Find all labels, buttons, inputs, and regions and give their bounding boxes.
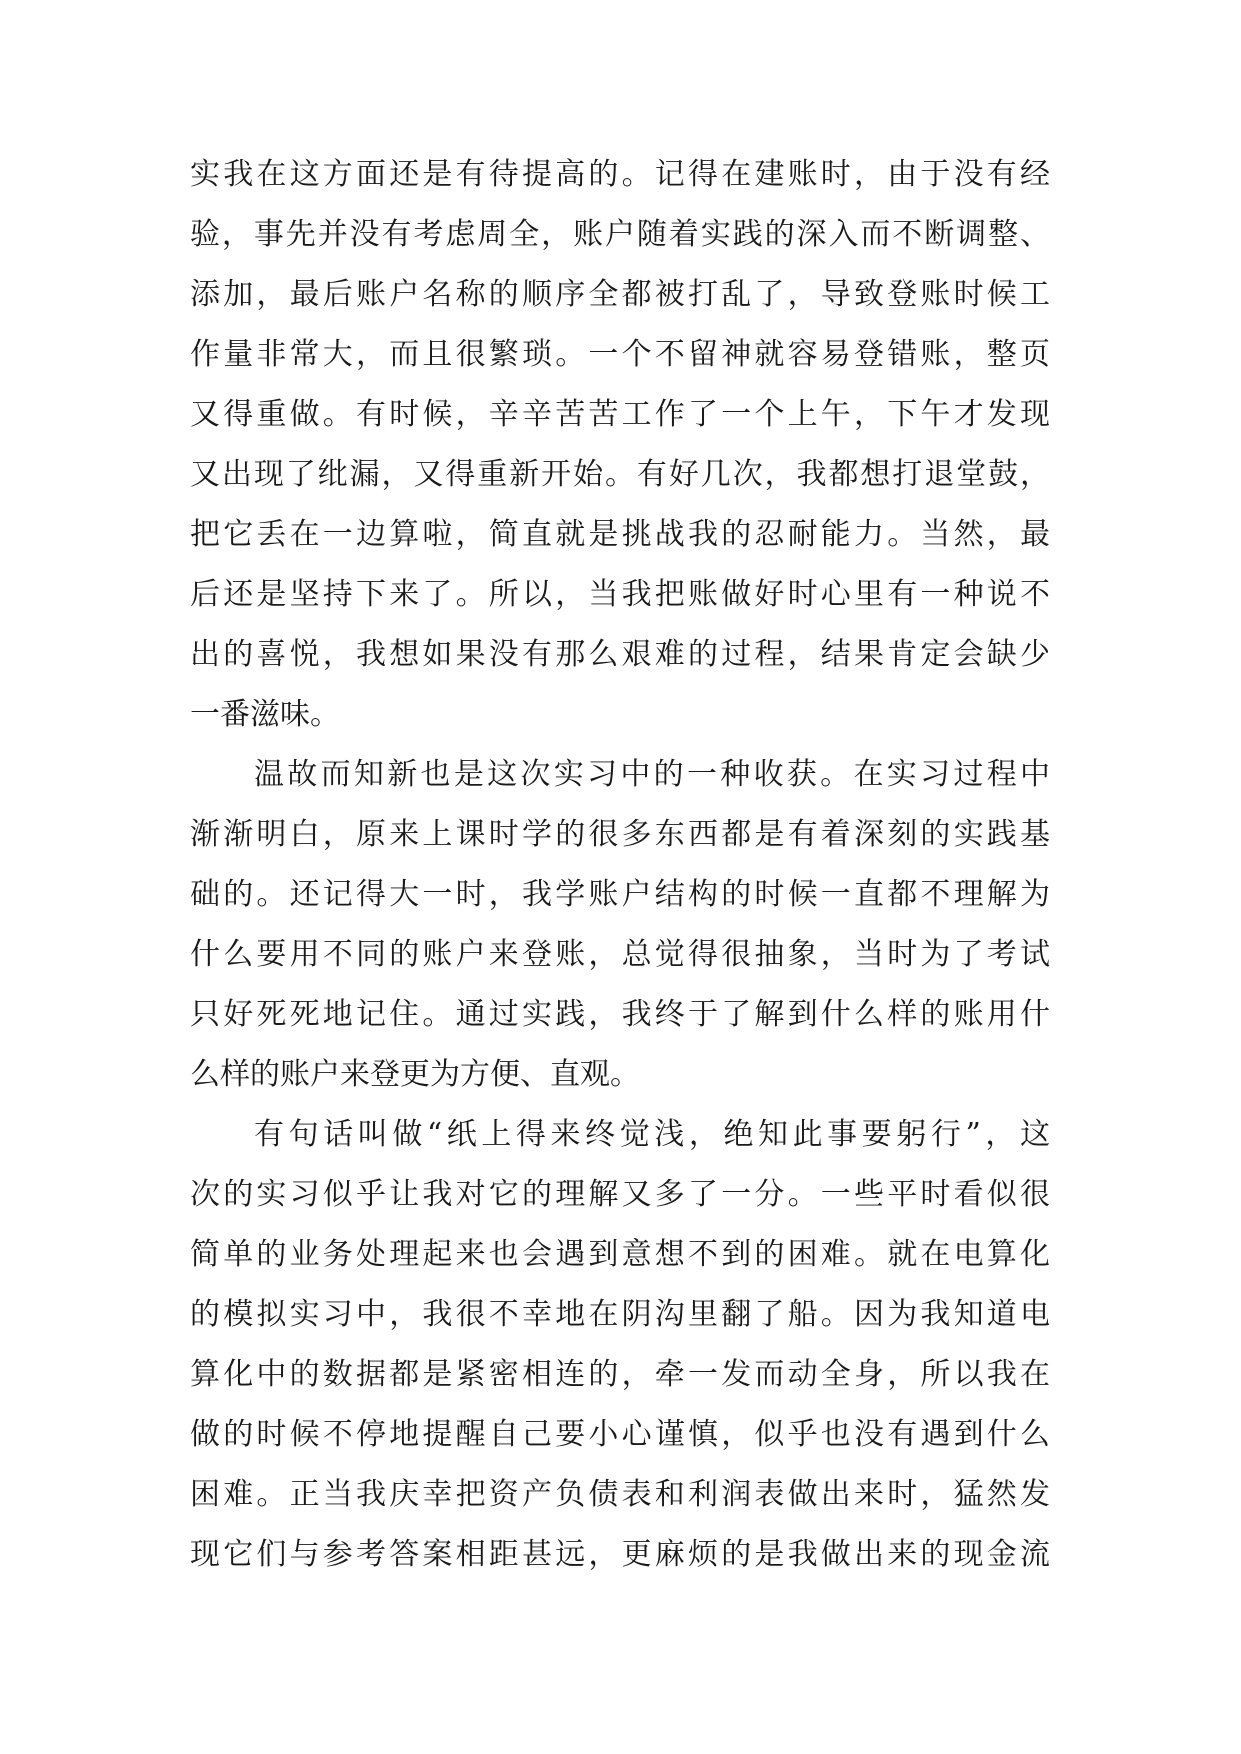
paragraph-1-line-2: 验，事先并没有考虑周全，账户随着实践的深入而不断调整、 <box>190 217 1050 252</box>
paragraph-3-line-7: 困难。正当我庆幸把资产负债表和利润表做出来时，猛然发 <box>190 1477 1050 1512</box>
paragraph-1-line-4: 作量非常大，而且很繁琐。一个不留神就容易登错账，整页 <box>190 337 1050 372</box>
paragraph-1-line-1: 实我在这方面还是有待提高的。记得在建账时，由于没有经 <box>190 157 1050 192</box>
paragraph-1-line-3: 添加，最后账户名称的顺序全都被打乱了，导致登账时候工 <box>190 277 1050 312</box>
paragraph-1-line-5: 又得重做。有时候，辛辛苦苦工作了一个上午，下午才发现 <box>190 397 1050 432</box>
paragraph-2-line-3: 础的。还记得大一时，我学账户结构的时候一直都不理解为 <box>190 877 1050 912</box>
paragraph-3-line-4: 的模拟实习中，我很不幸地在阴沟里翻了船。因为我知道电 <box>190 1297 1050 1332</box>
paragraph-1-line-8: 后还是坚持下来了。所以，当我把账做好时心里有一种说不 <box>190 577 1050 612</box>
paragraph-2-line-5: 只好死死地记住。通过实践，我终于了解到什么样的账用什 <box>190 997 1050 1032</box>
paragraph-1-line-6: 又出现了纰漏，又得重新开始。有好几次，我都想打退堂鼓， <box>190 457 1050 492</box>
paragraph-1-line-10: 一番滋味。 <box>190 697 340 732</box>
paragraph-2-line-1: 温故而知新也是这次实习中的一种收获。在实习过程中 <box>254 757 1050 792</box>
paragraph-2-line-6: 么样的账户来登更为方便、直观。 <box>190 1057 640 1092</box>
paragraph-3-line-3: 简单的业务处理起来也会遇到意想不到的困难。就在电算化 <box>190 1237 1050 1272</box>
paragraph-3-line-6: 做的时候不停地提醒自己要小心谨慎，似乎也没有遇到什么 <box>190 1417 1050 1452</box>
paragraph-2-line-4: 什么要用不同的账户来登账，总觉得很抽象，当时为了考试 <box>190 937 1050 972</box>
paragraph-3-line-1: 有句话叫做“纸上得来终觉浅，绝知此事要躬行”，这 <box>254 1117 1050 1152</box>
paragraph-3-line-2: 次的实习似乎让我对它的理解又多了一分。一些平时看似很 <box>190 1177 1050 1212</box>
paragraph-1-line-7: 把它丢在一边算啦，简直就是挑战我的忍耐能力。当然，最 <box>190 517 1050 552</box>
paragraph-3-line-5: 算化中的数据都是紧密相连的，牵一发而动全身，所以我在 <box>190 1357 1050 1392</box>
paragraph-3-line-8: 现它们与参考答案相距甚远，更麻烦的是我做出来的现金流 <box>190 1537 1050 1572</box>
paragraph-2-line-2: 渐渐明白，原来上课时学的很多东西都是有着深刻的实践基 <box>190 817 1050 852</box>
paragraph-1-line-9: 出的喜悦，我想如果没有那么艰难的过程，结果肯定会缺少 <box>190 637 1050 672</box>
